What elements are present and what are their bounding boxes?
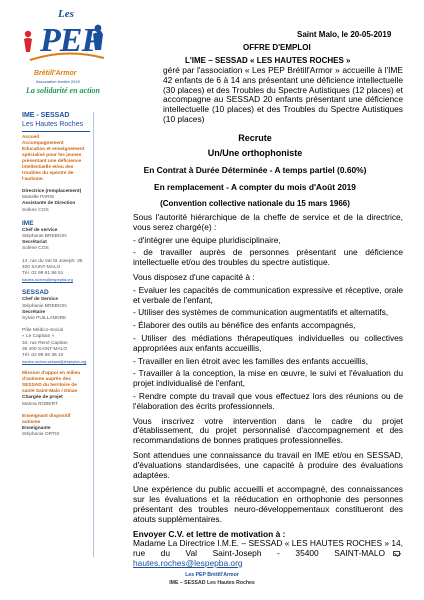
sessad-phone: Tél. 02 99 56 36 10	[22, 353, 64, 359]
ime-address-2: 400 SAINT-MALO	[22, 264, 61, 270]
ime-secretary-role: Secrétariat	[22, 240, 47, 246]
mission-line: spécialisé pour les jeunes	[22, 153, 82, 158]
capacity-item: - Élaborer des outils au bénéfice des enfants accompagnés,	[133, 320, 356, 331]
capacity-item: - Evaluer les capacités de communication expressive et réceptive, orale et verbale de l'enfant,	[133, 284, 403, 305]
offer-body	[133, 213, 403, 569]
mission2-name: Marina ROBERT	[22, 401, 58, 407]
duty-item: - d'intégrer une équipe pluridisciplinaire,	[133, 234, 281, 245]
mission2-line: d'autisme auprès des	[22, 377, 71, 383]
ime-chef-name: Stéphanie BREBION	[22, 234, 67, 240]
sidebar-mission	[22, 135, 100, 183]
sidebar	[0, 112, 100, 438]
mission-line: l'autisme.	[22, 177, 44, 182]
sessad-email-link[interactable]: hautes.roches.sessad@lespepba.org	[22, 359, 87, 365]
expected-paragraph: Sont attendues une connaissance du travail en IME et/ou en SESSAD, d'évaluations standardisées, une capacité à produire des évaluations adaptées.	[133, 449, 403, 480]
logo-subline: Association fondée 2019	[36, 79, 80, 84]
logo-slogan: La solidarité en action	[26, 86, 100, 95]
mission-line: Education et enseignement	[22, 147, 85, 152]
capacity-intro: Vous disposez d'une capacité à :	[133, 271, 255, 282]
teacher-line: Enseignant dispositif	[22, 413, 71, 419]
director-role: Directrice (remplacement)	[22, 189, 82, 194]
letter-date: Saint Malo, le 20-05-2019	[297, 30, 392, 39]
intro-paragraph: géré par l'association « Les PEP Brétill'Armor » accueille à l'IME 42 enfants de 6 à 14 ans présentant une déficience intellectuelle (30 places) et des Troubles du Spectre Autistiques (12 places) et accompagne au SESSAD 20 enfants présentant une déficience intellectuelle (10 places) et des Troubles du Spectre Autistiques (10 places)	[163, 65, 403, 124]
sessad-pole-2: « Le Capitain »	[22, 334, 55, 340]
mission2-line: Mission d'appui en milieu	[22, 371, 81, 377]
mission2-line: santé Saint-Malo / Dinan	[22, 389, 78, 395]
director-name: Marielle PARIS	[22, 195, 55, 201]
sidebar-divider	[93, 112, 94, 557]
sessad-address-1: 34, rue René Capitan	[22, 340, 68, 346]
organization-title: L'IME – SESSAD « LES HAUTES ROCHES »	[185, 56, 351, 65]
logo-les: Les	[58, 8, 74, 20]
send-text: Madame La Directrice I.M.E. – SESSAD « LES HAUTES ROCHES » 14, rue du Val Saint-Joseph - 35400 SAINT-MALO	[133, 538, 403, 559]
logo-pep: PEP	[40, 22, 102, 59]
experience-paragraph: Une expérience du public accueilli et accompagné, des connaissances sur les évaluations et la rééducation en orthophonie des personnes présentant des troubles neuro-développementaux constitueront des atouts supplémentaires.	[133, 484, 403, 524]
teacher-role: Enseignante	[22, 425, 51, 431]
sidebar-rule	[22, 131, 90, 132]
project-paragraph: Vous inscrivez votre intervention dans le cadre du projet d'établissement, du projet personnalisé d'accompagnement et des recommandations de bonnes pratiques professionnelles.	[133, 415, 403, 446]
mission-line: intellectuelle et/ou des	[22, 165, 74, 170]
convention-line: (Convention collective nationale du 15 mars 1966)	[160, 199, 350, 208]
position-heading: Un/Une orthophoniste	[207, 148, 303, 158]
ime-address-1: 14, rue du Val St Joseph- 35	[22, 258, 83, 264]
sidebar-subtitle: Les Hautes Roches	[22, 121, 84, 128]
ime-title: IME	[22, 219, 34, 227]
mail-icon	[393, 551, 400, 556]
sessad-pole-1: Pôle Médico-Social	[22, 328, 64, 334]
capacity-item: - Rendre compte du travail que vous effectuez lors des réunions ou de l'élaboration des écrits professionnels.	[133, 390, 403, 411]
capacity-item: - Travailler à la conception, la mise en œuvre, le suivi et l'évaluation du projet individualisé de l'enfant,	[133, 368, 403, 389]
capacity-item: - Utiliser des systèmes de communication augmentatifs et alternatifs,	[133, 307, 389, 318]
sessad-chef-role: Chef de Service	[22, 297, 58, 303]
assistant-name: Solène COS	[22, 207, 49, 213]
ime-email-link[interactable]: hautes.roches@lespepba.org	[22, 277, 73, 283]
send-address	[133, 539, 403, 568]
capacity-item: - Utiliser des médiations thérapeutiques individuelles ou collectives appropriées aux enfants accueillis,	[133, 332, 403, 353]
sessad-chef-name: Stéphanie BREBION	[22, 303, 67, 309]
mission-line: Accompagnement	[22, 141, 64, 146]
send-title: Envoyer C.V. et lettre de motivation à :	[133, 528, 286, 539]
duty-item: - de travailler auprès de personnes présentant une déficience intellectuelle et/ou des troubles du spectre autistique.	[133, 247, 403, 268]
send-email-link[interactable]: hautes.roches@lespepba.org	[133, 557, 243, 568]
footer-line-1: Les PEP Brétill'Armor	[185, 572, 239, 578]
ime-chef-role: Chef de service	[22, 227, 58, 233]
replacement-line: En remplacement - A compter du mois d'Août 2019	[154, 182, 356, 192]
page-footer	[0, 572, 424, 587]
ime-secretary-name: Solène COS	[22, 246, 49, 252]
mission2-line: SESSAD du territoire de	[22, 383, 77, 389]
footer-line-2: IME – SESSAD Les Hautes Roches	[169, 579, 255, 586]
mission-line: Accueil	[22, 135, 40, 140]
authority-paragraph: Sous l'autorité hiérarchique de la cheffe de service et de la directrice, vous serez chargé(e) :	[133, 212, 403, 232]
sessad-title: SESSAD	[22, 289, 49, 297]
contract-line: En Contrat à Durée Déterminée - A temps partiel (0.60%)	[143, 165, 367, 175]
sessad-secretary-name: Sylvie PUILLANDRE	[22, 316, 67, 322]
recrute-heading: Recrute	[238, 133, 272, 143]
sidebar-title: IME - SESSAD	[22, 112, 70, 119]
sessad-address-2: 35 400 SAINT-MALO	[22, 346, 68, 352]
teacher-name: Stéphanie ORTIS	[22, 432, 60, 438]
capacity-item: - Travailler en lien étroit avec les familles des enfants accueillis,	[133, 355, 369, 366]
sessad-secretary-role: Secrétaire	[22, 309, 46, 315]
pep-logo	[20, 8, 112, 98]
mission-line: présentant une déficience	[22, 159, 82, 164]
mission2-role: Chargée de projet	[22, 395, 63, 401]
ime-phone: Tél. 02 99 81 96 51	[22, 271, 64, 277]
teacher-line: autisme	[22, 419, 41, 425]
mission-line: troubles du spectre de	[22, 171, 74, 176]
assistant-role: Assistante de Direction	[22, 201, 76, 207]
offer-title: OFFRE D'EMPLOI	[243, 43, 311, 52]
logo-brand: Brétill'Armor	[34, 70, 77, 77]
